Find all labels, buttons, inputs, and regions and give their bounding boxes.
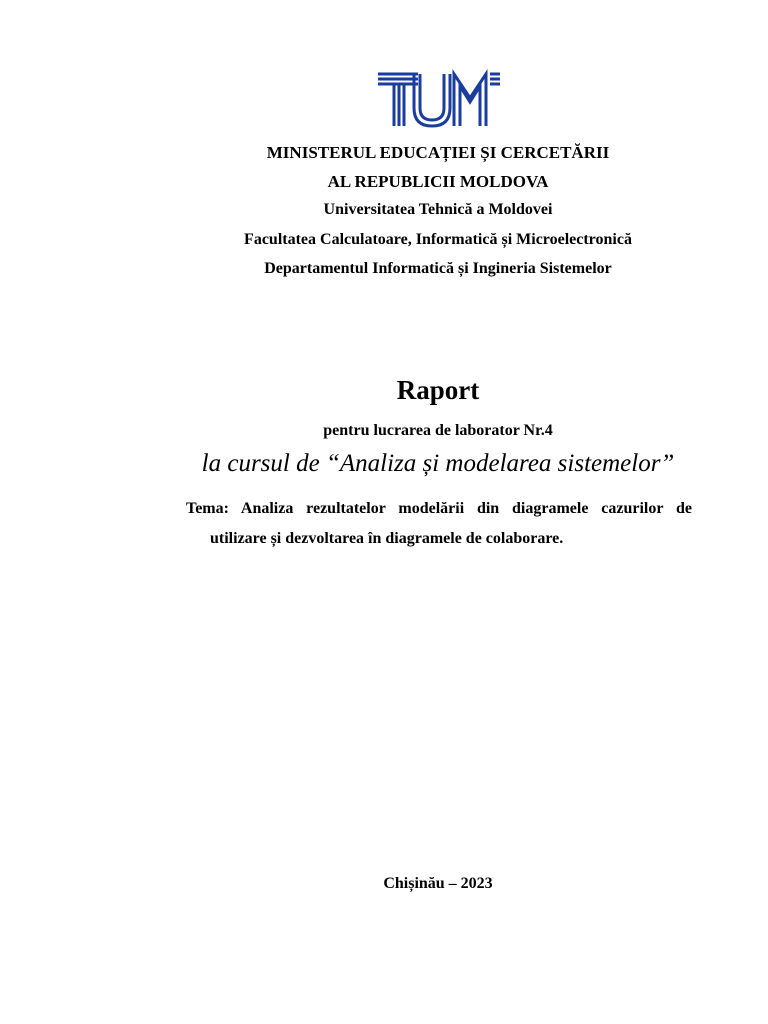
course-name: la cursul de “Analiza și modelarea sistemelor” <box>201 450 675 477</box>
report-subtitle: pentru lucrarea de laborator Nr.4 <box>323 422 553 439</box>
theme-line-2: utilizare și dezvoltarea în diagramele de colaborare. <box>210 530 564 547</box>
place-and-date: Chișinău – 2023 <box>383 875 493 892</box>
ministry-line-1: MINISTERUL EDUCAȚIEI ȘI CERCETĂRII <box>266 143 610 162</box>
theme-line-1: Tema: Analiza rezultatelor modelării din diagramele cazurilor de <box>186 500 692 517</box>
ministry-line-2: AL REPUBLICII MOLDOVA <box>327 172 549 191</box>
utm-logo-icon <box>374 68 502 132</box>
department-name: Departamentul Informatică și Ingineria Sistemelor <box>264 260 612 277</box>
faculty-name: Facultatea Calculatoare, Informatică și Microelectronică <box>244 231 632 248</box>
report-theme <box>186 494 692 554</box>
university-name: Universitatea Tehnică a Moldovei <box>323 201 553 218</box>
report-title: Raport <box>396 375 480 405</box>
